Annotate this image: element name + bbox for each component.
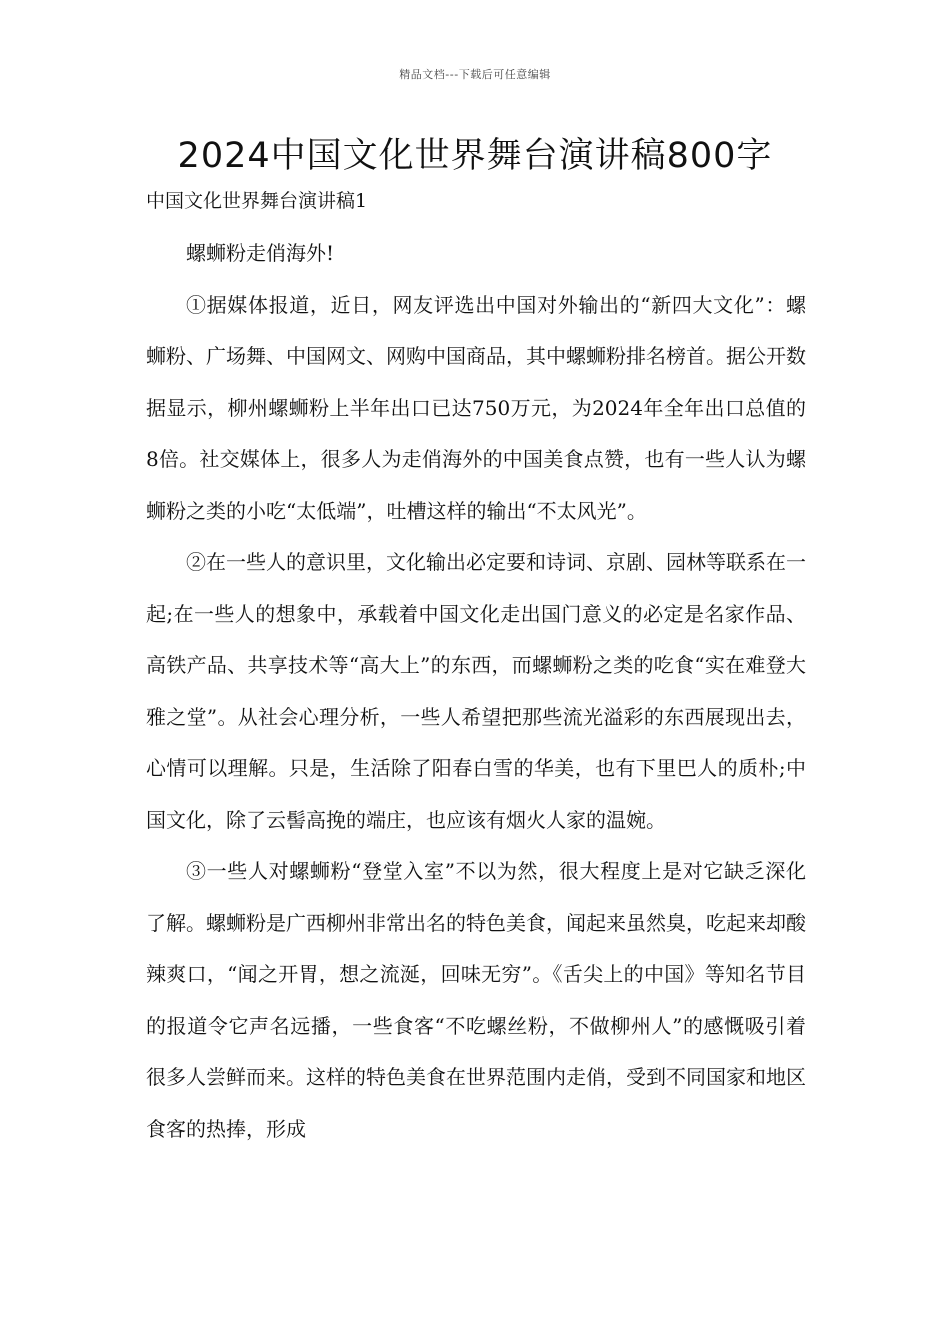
body-text xyxy=(146,228,806,1155)
section-heading: 中国文化世界舞台演讲稿1 xyxy=(146,190,368,212)
header-note: 精品文档---下载后可任意编辑 xyxy=(399,68,551,81)
paragraph: ①据媒体报道，近日，网友评选出中国对外输出的“新四大文化”：螺蛳粉、广场舞、中国网文、网购中国商品，其中螺蛳粉排名榜首。据公开数据显示，柳州螺蛳粉上半年出口已达750万元，为2024年全年出口总值的8倍。社交媒体上，很多人为走俏海外的中国美食点赞，也有一些人认为螺蛳粉之类的小吃“太低端”，吐槽这样的输出“不太风光”。 xyxy=(146,292,806,523)
document-title: 2024中国文化世界舞台演讲稿800字 xyxy=(177,136,773,176)
paragraph: 螺蛳粉走俏海外! xyxy=(186,241,335,265)
paragraph: ②在一些人的意识里，文化输出必定要和诗词、京剧、园林等联系在一起;在一些人的想象中，承载着中国文化走出国门意义的必定是名家作品、高铁产品、共享技术等“高大上”的东西，而螺蛳粉之类的吃食“实在难登大雅之堂”。从社会心理分析，一些人希望把那些流光溢彩的东西展现出去，心情可以理解。只是，生活除了阳春白雪的华美，也有下里巴人的质朴;中国文化，除了云髻高挽的端庄，也应该有烟火人家的温婉。 xyxy=(146,550,806,832)
paragraph: ③一些人对螺蛳粉“登堂入室”不以为然，很大程度上是对它缺乏深化了解。螺蛳粉是广西柳州非常出名的特色美食，闻起来虽然臭，吃起来却酸辣爽口，“闻之开胃，想之流涎，回味无穷”。《舌尖上的中国》等知名节目的报道令它声名远播，一些食客“不吃螺丝粉，不做柳州人”的感慨吸引着很多人尝鲜而来。这样的特色美食在世界范围内走俏，受到不同国家和地区食客的热捧，形成 xyxy=(146,859,806,1141)
